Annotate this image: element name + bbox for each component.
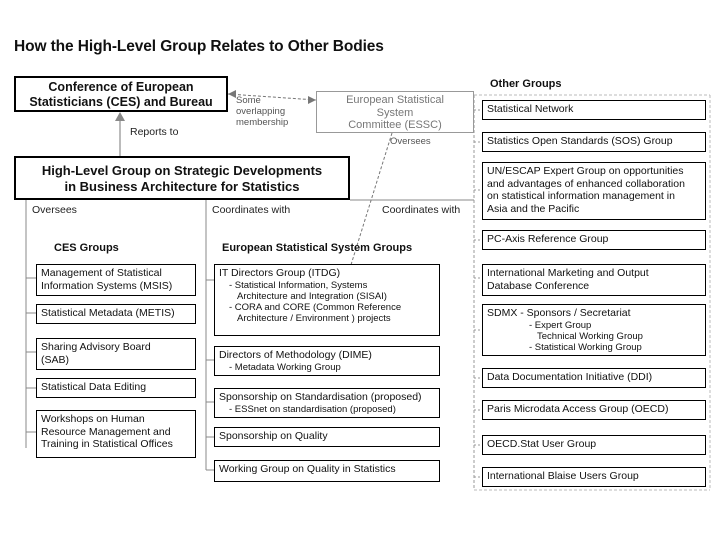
ess-group-wgq	[214, 460, 440, 482]
other-groups-heading: Other Groups	[490, 78, 562, 90]
ces-group-metis	[36, 304, 196, 324]
ces-box	[14, 76, 228, 112]
unescap-line-1: UN/ESCAP Expert Group on opportunities	[487, 165, 684, 177]
sdmx-line-2: - Expert Group	[529, 319, 592, 331]
imao-line-1: International Marketing and Output	[487, 267, 649, 279]
dime-sub-1: - Metadata Working Group	[229, 361, 341, 373]
unescap-line-4: Asia and the Pacific	[487, 202, 580, 215]
page-title: How the High-Level Group Relates to Other Bodies	[14, 38, 384, 55]
og-blaise	[482, 467, 706, 487]
reports-to-arrow	[115, 112, 125, 121]
ces-group-sab	[36, 338, 196, 370]
hlg-line-2: in Business Architecture for Statistics	[64, 179, 300, 194]
ess-groups-heading: European Statistical System Groups	[222, 242, 413, 254]
ces-groups-heading: CES Groups	[54, 242, 119, 254]
ess-group-dime	[214, 346, 440, 376]
msis-line-2: Information Systems (MSIS)	[41, 279, 173, 292]
hlg-box	[14, 156, 350, 200]
essc-line-1: European Statistical	[346, 94, 444, 106]
unescap-line-2: and advantages of enhanced collaboration	[487, 177, 685, 190]
unescap-line-3: on statistical information management in	[487, 190, 675, 202]
sde-line-1: Statistical Data Editing	[41, 381, 147, 393]
ces-group-sde	[36, 378, 196, 398]
ess-group-standardisation	[214, 388, 440, 418]
ess-group-quality	[214, 427, 440, 447]
essc-oversees-label: Oversees	[390, 136, 431, 147]
oversees-label: Oversees	[32, 204, 77, 216]
essc-line-3: Committee (ESSC)	[348, 119, 442, 131]
standardisation-title: Sponsorship on Standardisation (proposed)	[219, 391, 422, 403]
overlap-note	[236, 95, 288, 128]
sdmx-line-4: - Statistical Working Group	[529, 341, 642, 353]
og-oecd	[482, 435, 706, 455]
overlap-arrow-right	[308, 96, 316, 104]
overlap-line-3: membership	[236, 117, 289, 128]
og-paris	[482, 400, 706, 420]
hlg-line-1: High-Level Group on Strategic Developments	[41, 163, 323, 178]
overlap-line-2: overlapping	[236, 106, 286, 117]
oecd-text: OECD.Stat User Group	[487, 438, 597, 450]
og-sdmx	[482, 304, 706, 356]
ess-group-itdg	[214, 264, 440, 336]
paris-text: Paris Microdata Access Group (OECD)	[487, 403, 669, 415]
essc-line-2: System	[376, 106, 414, 119]
wgq-title: Working Group on Quality in Statistics	[219, 463, 396, 475]
coordinates-with-label: Coordinates with	[212, 204, 291, 216]
og-unescap	[482, 162, 706, 220]
og-pcaxis	[482, 230, 706, 250]
workshops-line-1: Workshops on Human	[41, 413, 145, 425]
pcaxis-text: PC-Axis Reference Group	[487, 233, 609, 245]
og-imao	[482, 264, 706, 296]
blaise-text: International Blaise Users Group	[487, 470, 639, 482]
overlap-line-1: Some	[236, 95, 261, 106]
quality-title: Sponsorship on Quality	[219, 430, 328, 442]
imao-line-2: Database Conference	[487, 279, 590, 292]
ces-group-workshops	[36, 410, 196, 458]
og-ddi	[482, 368, 706, 388]
workshops-line-2: Resource Management and	[41, 425, 171, 438]
itdg-sub-2: Architecture and Integration (SISAI)	[237, 290, 387, 302]
coordinates-with-right-label: Coordinates with	[382, 204, 461, 216]
standardisation-sub-1: - ESSnet on standardisation (proposed)	[229, 403, 396, 415]
sab-line-1: Sharing Advisory Board	[41, 341, 151, 353]
ces-line-1: Conference of European	[48, 80, 194, 94]
msis-line-1: Management of Statistical	[41, 267, 162, 279]
sdmx-line-3: Technical Working Group	[537, 330, 643, 342]
ces-group-msis	[36, 264, 196, 296]
og-stat-network	[482, 100, 706, 120]
dime-title: Directors of Methodology (DIME)	[219, 349, 372, 361]
ces-line-2: Statisticians (CES) and Bureau	[29, 95, 213, 109]
ddi-text: Data Documentation Initiative (DDI)	[487, 371, 653, 383]
itdg-sub-4: Architecture / Environment ) projects	[237, 312, 391, 324]
workshops-line-3: Training in Statistical Offices	[41, 438, 173, 450]
reports-to-label: Reports to	[130, 126, 179, 138]
stat-network-text: Statistical Network	[487, 103, 574, 115]
sab-line-2: (SAB)	[41, 353, 70, 366]
itdg-sub-1: - Statistical Information, Systems	[229, 279, 368, 291]
og-sos	[482, 132, 706, 152]
overlap-arrow-left	[228, 90, 236, 98]
essc-box	[316, 91, 474, 133]
sdmx-line-1: SDMX - Sponsors / Secretariat	[487, 307, 631, 319]
sos-text: Statistics Open Standards (SOS) Group	[487, 135, 673, 147]
itdg-sub-3: - CORA and CORE (Common Reference	[229, 301, 402, 313]
metis-line-1: Statistical Metadata (METIS)	[41, 307, 175, 319]
itdg-title: IT Directors Group (ITDG)	[219, 267, 341, 279]
